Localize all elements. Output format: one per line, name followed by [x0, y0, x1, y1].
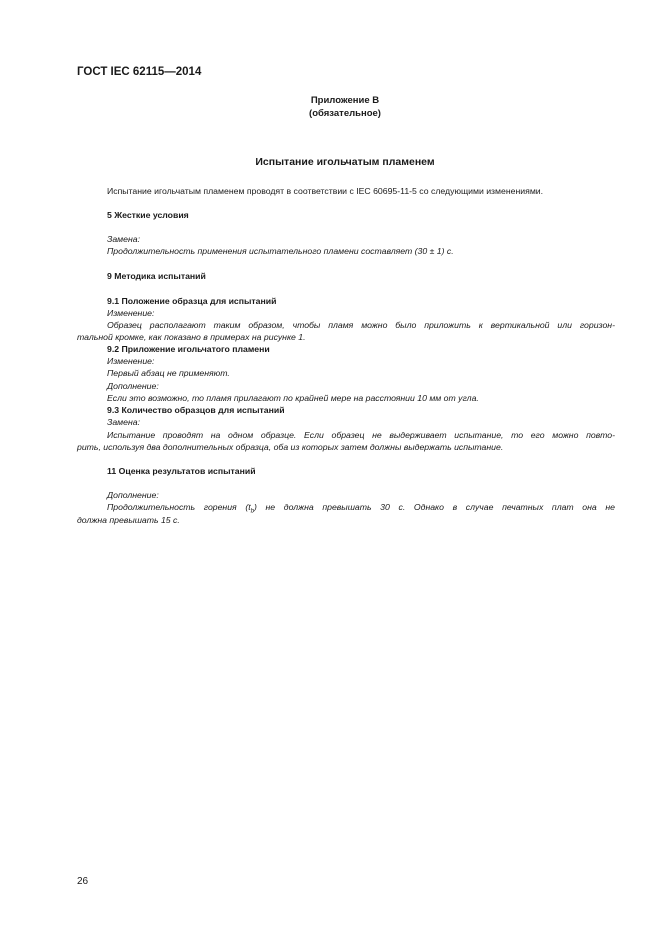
- section-9-3-line-2: рить, используя два дополнительных образца, оба из которых затем должны выдержать испытание.: [77, 442, 504, 452]
- section-9-2-add-label: Дополнение:: [107, 381, 159, 391]
- section-9-2-text-1: Первый абзац не применяют.: [107, 368, 230, 378]
- section-9-1-line-2: тальной кромке, как показано в примерах на рисунке 1.: [77, 332, 306, 342]
- intro-paragraph: Испытание игольчатым пламенем проводят в соответствии с IEC 60695-11-5 со следующими изменениями.: [107, 186, 544, 196]
- document-code: ГОСТ IEC 62115—2014: [77, 66, 202, 78]
- section-9-1-line-1: Образец располагают таким образом, чтобы пламя можно было приложить к вертикальной или горизон-: [107, 320, 615, 330]
- section-5-change-label: Замена:: [107, 234, 140, 244]
- section-9-3-line-1: Испытание проводят на одном образце. Если образец не выдерживает испытание, то его можно повто-: [107, 430, 615, 440]
- page-number: 26: [77, 876, 89, 887]
- section-9-2-heading: 9.2 Приложение игольчатого пламени: [107, 344, 270, 354]
- section-5-heading: 5 Жесткие условия: [107, 210, 189, 220]
- section-9-2-text-2: Если это возможно, то пламя прилагают по крайней мере на расстоянии 10 мм от угла.: [107, 393, 479, 403]
- section-title: Испытание игольчатым пламенем: [255, 156, 435, 168]
- appendix-status: (обязательное): [309, 108, 381, 119]
- burning-time-subscript: b: [250, 508, 254, 515]
- section-11-heading: 11 Оценка результатов испытаний: [107, 466, 256, 476]
- section-11-add-label: Дополнение:: [107, 490, 159, 500]
- section-9-3-heading: 9.3 Количество образцов для испытаний: [107, 405, 285, 415]
- section-9-1-heading: 9.1 Положение образца для испытаний: [107, 296, 277, 306]
- section-11-line-1-b: ) не должна превышать 30 с. Однако в случае печатных плат она не: [253, 502, 616, 512]
- section-5-text: Продолжительность применения испытательного пламени составляет (30 ± 1) с.: [107, 246, 454, 256]
- section-9-2-change-label: Изменение:: [107, 356, 155, 366]
- section-11-line-2: должна превышать 15 с.: [77, 515, 180, 525]
- section-9-1-change-label: Изменение:: [107, 308, 155, 318]
- section-11-line-1-a: Продолжительность горения (t: [107, 502, 251, 512]
- section-11-line-1: [107, 502, 615, 515]
- section-9-heading: 9 Методика испытаний: [107, 271, 206, 281]
- appendix-label: Приложение В: [310, 95, 380, 106]
- section-9-3-change-label: Замена:: [107, 417, 140, 427]
